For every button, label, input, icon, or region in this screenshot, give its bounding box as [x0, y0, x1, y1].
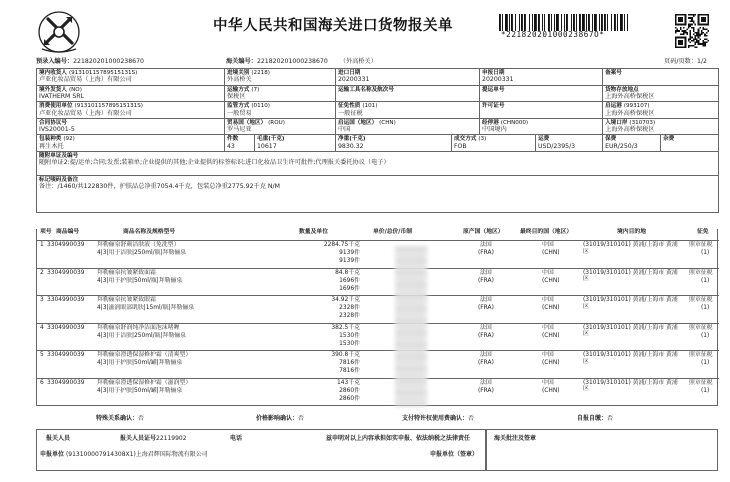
levy-method: 照章征税 [689, 379, 713, 386]
qty-primary: 390.8千克 [331, 352, 360, 358]
header-final-dest: 最终目的国（地区） [520, 229, 573, 235]
barcode-text: *22182020100023867O* [501, 30, 605, 39]
header-domestic-dest: 境内目的地 [617, 229, 646, 235]
consumer-cell: 消费使用单位 (91310115789515131S) 卢亚化妆品贸易（上海）有限公司 [37, 102, 225, 119]
price-impact: 价格影响确认：否 [256, 415, 305, 422]
final-dest-code: (CHN) [542, 277, 560, 284]
levy-method: 照章征税 [689, 352, 713, 358]
header-origin: 原产国（地区） [463, 229, 504, 235]
hs-code: 3304990039 [47, 242, 85, 248]
item-no: 6 [40, 379, 44, 386]
entry-port-cell: 入境口岸 (310703) 上海外高桥保税区 [603, 118, 719, 135]
final-dest: 中国 [542, 352, 554, 358]
document-title: 中华人民共和国海关进口货物报关单 [213, 17, 453, 34]
header-price: 单价/总价/币制 [373, 229, 413, 235]
domestic-dest: (31019/310101) 黄浦/上海市 黄浦区 [583, 324, 678, 338]
final-dest: 中国 [542, 269, 554, 276]
product-name: 拜勒俪泉舒颜洁肤液（免洗型） [97, 242, 180, 248]
table-row [37, 268, 719, 296]
table-row [37, 323, 719, 351]
declaration-form [36, 68, 719, 213]
storage-cell: 货物存放地点 上海外高桥保税区 [603, 85, 719, 102]
levy-code: (1) [701, 387, 710, 394]
domestic-dest: (31019/310101) 黄浦/上海市 黄浦区 [583, 379, 678, 393]
origin-country-cell: 启运国（地区） (CHN) 中国 [336, 118, 480, 135]
domestic-dest: (31019/310101) 黄浦/上海市 黄浦区 [583, 352, 678, 365]
goods-table [36, 229, 718, 406]
item-no: 5 [40, 352, 44, 358]
final-dest: 中国 [542, 324, 554, 331]
table-row [37, 350, 719, 378]
origin-country: 法国 [480, 324, 492, 331]
domestic-dest: (31019/310101) 黄浦/上海市 黄浦区 [583, 269, 678, 283]
product-spec: 4|3|滋润眼部肌肤|15ml/瓶|拜勒俪泉 [97, 305, 195, 311]
item-no: 2 [40, 269, 44, 276]
qty-secondary: 9139件 [339, 250, 360, 256]
qty-primary: 84.8千克 [335, 269, 360, 276]
product-spec: 4|3|用于护肤|50ml/瓶|拜勒俪泉 [97, 277, 183, 284]
table-row [37, 240, 719, 268]
levy-method: 照章征税 [689, 269, 713, 276]
origin-country: 法国 [480, 269, 492, 276]
deal-mode-cell: 成交方式 (3) FOB [452, 135, 536, 152]
final-dest: 中国 [542, 297, 554, 303]
levy-nature-cell: 征免性质 (101) 一般征税 [336, 102, 480, 119]
qty-tertiary: 2328件 [339, 313, 360, 319]
declarant-cert: 报关人员证号22119902 [120, 435, 187, 442]
qr-code-icon [675, 14, 709, 48]
supervision-cell: 监管方式 (0110) 一般贸易 [225, 102, 336, 119]
qty-tertiary: 7816件 [339, 368, 360, 374]
product-spec: 4|3|用于护肤|50ml/罐|拜勒俪泉 [97, 360, 183, 366]
origin-country: 法国 [480, 379, 492, 386]
final-dest-code: (CHN) [542, 360, 560, 366]
freight-cell: 运费 USD/2395/3 [536, 135, 603, 152]
qty-secondary: 2328件 [339, 305, 360, 311]
product-name: 拜勒俪泉澄透保湿修护霜（清爽型） [97, 352, 192, 358]
pre-entry-number: 预录入编号：221820201000238670 [36, 58, 144, 65]
entry-customs-cell: 进境关别 (2218) 外高桥关 [225, 69, 336, 86]
agent: 申报单位 (913100007914308X1)上海君辉国际物流有限公司 [40, 451, 208, 458]
levy-code: (1) [701, 305, 710, 311]
levy-code: (1) [701, 332, 710, 339]
hs-code: 3304990039 [47, 297, 85, 303]
special-relation: 特殊关系确认：否 [96, 415, 145, 422]
gross-weight-cell: 毛重(千克) 10617 [255, 135, 336, 152]
qty-secondary: 7816件 [339, 360, 360, 366]
product-spec: 4|3|用于护肤|50ml/罐|拜勒俪泉 [97, 387, 183, 394]
item-no: 1 [40, 242, 44, 248]
product-name: 拜勒俪泉抗皱紧致眼霜 [97, 297, 156, 303]
final-dest: 中国 [542, 379, 554, 386]
transport-cell: 运输方式 (7) 保税区 [225, 85, 336, 102]
vehicle-cell: 运输工具名称及航次号 [336, 85, 480, 102]
qty-tertiary: 2860件 [339, 395, 360, 402]
header-qty-unit: 数量及单位 [299, 229, 328, 235]
hs-code: 3304990039 [47, 352, 85, 358]
qty-tertiary: 1530件 [339, 340, 360, 347]
pieces-cell: 件数 43 [225, 135, 255, 152]
origin-country: 法国 [480, 352, 492, 358]
levy-method: 照章征税 [689, 324, 713, 331]
marks-cell: 标记唛码及备注 备注：/1460/共122830件，护肤品总净重7054.4千克，包装总净重2775.92千克 N/M [37, 175, 719, 212]
contract-cell: 合同协议号 IVS20001-5 [37, 118, 225, 135]
qty-primary: 34.92千克 [331, 297, 360, 303]
qty-secondary: 2860件 [339, 387, 360, 394]
declare-date-cell: 申报日期 20200331 [480, 69, 603, 86]
header-hs-code: 商品编号 [56, 229, 80, 235]
origin-code: (FRA) [478, 387, 494, 394]
product-spec: 4|3|用于洁肤|250ml/瓶|拜勒俪泉 [97, 332, 187, 339]
license-cell: 许可证号 [480, 102, 603, 119]
item-no: 3 [40, 297, 44, 303]
item-no: 4 [40, 324, 44, 331]
bill-cell: 提运单号 [480, 85, 603, 102]
net-weight-cell: 净重(千克) 9830.32 [336, 135, 452, 152]
qty-secondary: 1530件 [339, 332, 360, 339]
final-dest-code: (CHN) [542, 250, 560, 256]
legal-statement: 兹申明对以上内容承担如实申报、依法纳税之法律责任 [326, 435, 471, 442]
product-name: 拜勒俪泉舒润纯净洁面泡沫啫喱 [97, 324, 180, 331]
header-levy: 征免 [697, 229, 709, 235]
header-item-no: 项号 [40, 229, 52, 235]
levy-code: (1) [701, 250, 710, 256]
import-date-cell: 进口日期 20200331 [336, 69, 480, 86]
qty-tertiary: 9139件 [339, 258, 360, 264]
departure-port-cell: 启运港 (993107) 上海外高桥保税区 [603, 102, 719, 119]
hs-code: 3304990039 [47, 324, 85, 331]
product-spec: 4|3|用于洁肤|250ml/瓶|拜勒俪泉 [97, 250, 187, 256]
barcode [499, 14, 667, 40]
levy-method: 照章征税 [689, 297, 713, 303]
self-declare: 自报自缴：否 [577, 415, 614, 422]
table-row [37, 378, 719, 406]
origin-code: (FRA) [478, 360, 494, 366]
levy-method: 照章征税 [689, 242, 713, 248]
qty-primary: 2284.75千克 [323, 242, 360, 248]
trade-country-cell: 贸易国（地区） (ROU) 罗马尼亚 [225, 118, 336, 135]
phone-label: 电话 [230, 435, 243, 442]
header-name-spec: 商品名称及规格型号 [123, 229, 176, 235]
package-cell: 包装种类 (92) 再生木托 [37, 135, 225, 152]
transit-port-cell: 经停港 (CHN000) 中国境内 [480, 118, 603, 135]
agent-seal: 申报单位（签章） [430, 451, 479, 458]
consignee-name: 卢亚化妆品贸易（上海）有限公司 [39, 76, 132, 84]
final-dest: 中国 [542, 242, 554, 248]
levy-code: (1) [701, 277, 710, 284]
customs-emblem-icon [36, 9, 82, 55]
shipper-cell: 境外发货人 (NO) IVATHERM SRL [37, 85, 225, 102]
page-info: 页码/页数：1/2 [664, 58, 707, 65]
table-row [37, 295, 719, 323]
hs-code: 3304990039 [47, 379, 85, 386]
origin-code: (FRA) [478, 277, 494, 284]
product-name: 拜勒俪泉抗皱紧致面霜 [97, 269, 156, 276]
redacted-price-area [395, 246, 427, 406]
barcode-icon [499, 14, 667, 31]
final-dest-code: (CHN) [542, 387, 560, 394]
hs-code: 3304990039 [47, 269, 85, 276]
origin-code: (FRA) [478, 305, 494, 311]
customs-notes-label: 海关批注及签章 [494, 435, 537, 442]
levy-code: (1) [701, 360, 710, 366]
origin-code: (FRA) [478, 250, 494, 256]
qty-tertiary: 1696件 [339, 285, 360, 292]
final-dest-code: (CHN) [542, 305, 560, 311]
declarant-label: 报关人员 [46, 435, 71, 442]
origin-code: (FRA) [478, 332, 494, 339]
domestic-dest: (31019/310101) 黄浦/上海市 黄浦区 [583, 242, 678, 255]
qty-primary: 382.5千克 [331, 324, 360, 331]
origin-country: 法国 [480, 297, 492, 303]
qty-primary: 143千克 [336, 379, 360, 386]
final-dest-code: (CHN) [542, 332, 560, 339]
filing-no-cell: 备案号 [603, 69, 719, 86]
origin-country: 法国 [480, 242, 492, 248]
qty-secondary: 1696件 [339, 277, 360, 284]
royalty-confirm: 支付特许权使用费确认：否 [402, 415, 475, 422]
product-name: 拜勒俪泉澄透保湿修护霜（滋润型） [97, 379, 192, 386]
domestic-dest: (31019/310101) 黄浦/上海市 黄浦区 [583, 297, 678, 310]
insurance-misc-cell: 保费 EUR/250/3 杂费 [603, 135, 719, 152]
customs-number: 海关编号：221820201000238670 （外高桥关） [226, 58, 377, 65]
consignee-cell: 境内收货人 (91310115789515131S) 卢亚化妆品贸易（上海）有限公司 [37, 69, 225, 86]
documents-cell: 随附单证及编号 随附单证2:提/运单;合同;发票;装箱单;企业提供的其他;企业提供的标签标识;进口化妆品卫生许可批件;代理报关委托协议（电子） [37, 151, 719, 175]
